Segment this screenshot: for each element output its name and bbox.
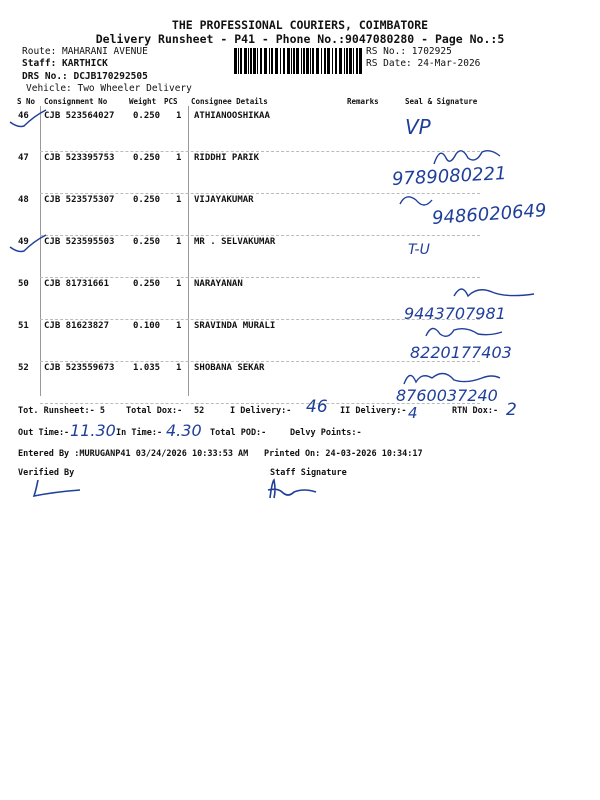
row-separator xyxy=(40,277,480,278)
barcode-bar xyxy=(271,48,273,74)
handwritten-note: T-U xyxy=(408,242,430,258)
row-separator xyxy=(40,235,480,236)
row-sno: 46 xyxy=(18,111,29,121)
total-dox-value: 52 xyxy=(194,406,205,416)
tick-mark-icon xyxy=(8,233,48,255)
barcode-bar xyxy=(296,48,299,74)
barcode-bar xyxy=(275,48,278,74)
barcode-bar xyxy=(339,48,342,74)
barcode-bar xyxy=(327,48,330,74)
in-time-value: 4.30 xyxy=(166,421,202,440)
row-pcs: 1 xyxy=(176,195,182,205)
row-weight: 0.250 xyxy=(133,153,161,163)
row-consignment-no: CJB 523559673 xyxy=(44,363,115,373)
i-delivery-label: I Delivery:- xyxy=(230,406,292,416)
row-sno: 51 xyxy=(18,321,29,331)
rs-date: RS Date: 24-Mar-2026 xyxy=(366,58,481,69)
tot-runsheet: Tot. Runsheet:- 5 xyxy=(18,406,105,416)
barcode-bar xyxy=(283,48,285,74)
row-pcs: 1 xyxy=(176,279,182,289)
row-consignee: SHOBANA SEKAR xyxy=(194,363,265,373)
row-separator xyxy=(40,151,480,152)
row-pcs: 1 xyxy=(176,363,182,373)
row-weight: 0.250 xyxy=(133,195,161,205)
barcode-bar xyxy=(359,48,362,74)
barcode-bar xyxy=(346,48,348,74)
row-pcs: 1 xyxy=(176,237,182,247)
barcode-bar xyxy=(291,48,292,74)
col-seal: Seal & Signature xyxy=(405,97,478,106)
company-name: THE PROFESSIONAL COURIERS, COIMBATORE xyxy=(171,18,429,32)
barcode-bar xyxy=(269,48,270,74)
barcode-bar xyxy=(264,48,267,74)
tick-mark-icon xyxy=(8,108,48,130)
barcode-bar xyxy=(250,48,252,74)
row-weight: 1.035 xyxy=(133,363,161,373)
barcode-bar xyxy=(316,48,319,74)
delvy-points-label: Delvy Points:- xyxy=(290,428,362,438)
barcode-bar xyxy=(310,48,311,74)
barcode-bar xyxy=(287,48,290,74)
barcode-bar xyxy=(356,48,358,74)
staff-signature-label: Staff Signature xyxy=(270,468,347,478)
barcode-bar xyxy=(344,48,345,74)
route: Route: MAHARANI AVENUE xyxy=(22,46,148,57)
ii-delivery-label: II Delivery:- xyxy=(340,406,407,416)
col-pcs: PCS xyxy=(164,97,178,106)
barcode-bar xyxy=(312,48,314,74)
barcode-bar xyxy=(244,48,247,74)
row-weight: 0.250 xyxy=(133,111,161,121)
barcode-bar xyxy=(257,48,258,74)
staff: Staff: KARTHICK xyxy=(22,58,108,69)
barcode-bar xyxy=(303,48,305,74)
runsheet-title: Delivery Runsheet - P41 - Phone No.:9047080280 - Page No.:5 xyxy=(95,32,505,46)
handwritten-phone: 8220177403 xyxy=(410,343,512,362)
printed-on: Printed On: 24-03-2026 10:34:17 xyxy=(264,449,423,459)
barcode-bar xyxy=(335,48,337,74)
barcode-bar xyxy=(234,48,237,74)
handwritten-phone: 9486020649 xyxy=(431,200,548,229)
handwritten-initials: VP xyxy=(405,115,431,139)
row-consignment-no: CJB 523564027 xyxy=(44,111,115,121)
row-consignee: MR . SELVAKUMAR xyxy=(194,237,276,247)
barcode-bar xyxy=(306,48,309,74)
row-consignment-no: CJB 81731661 xyxy=(44,279,110,289)
row-weight: 0.100 xyxy=(133,321,161,331)
barcode-bar xyxy=(248,48,249,74)
row-weight: 0.250 xyxy=(133,279,161,289)
signature-scribble xyxy=(396,192,436,214)
rtn-dox-value: 2 xyxy=(506,400,517,420)
row-weight: 0.250 xyxy=(133,237,161,247)
row-consignee: VIJAYAKUMAR xyxy=(194,195,254,205)
barcode-bar xyxy=(349,48,352,74)
in-time-label: In Time:- xyxy=(116,428,163,438)
rs-no: RS No.: 1702925 xyxy=(366,46,452,57)
col-remarks: Remarks xyxy=(347,97,379,106)
signature-scribble xyxy=(424,322,504,342)
barcode-bar xyxy=(238,48,239,74)
row-consignment-no: CJB 81623827 xyxy=(44,321,110,331)
col-weight: Weight xyxy=(129,97,157,106)
col-consignment: Consignment No xyxy=(44,97,108,106)
row-consignee: SRAVINDA MURALI xyxy=(194,321,276,331)
row-sno: 48 xyxy=(18,195,29,205)
drs-no: DRS No.: DCJB170292505 xyxy=(22,71,148,82)
vehicle: Vehicle: Two Wheeler Delivery xyxy=(26,83,192,94)
barcode-bar xyxy=(321,48,322,74)
barcode xyxy=(234,48,362,74)
total-dox-label: Total Dox:- xyxy=(126,406,183,416)
signature-scribble xyxy=(452,282,536,302)
col-divider xyxy=(188,106,189,396)
handwritten-phone: 9443707981 xyxy=(404,304,506,323)
out-time-value: 11.30 xyxy=(70,421,116,440)
out-time-label: Out Time:- xyxy=(18,428,70,438)
barcode-bar xyxy=(240,48,242,74)
total-pod-label: Total POD:- xyxy=(210,428,267,438)
barcode-bar xyxy=(253,48,256,74)
barcode-bar xyxy=(293,48,295,74)
col-sno: S No xyxy=(17,97,36,106)
ii-delivery-value: 4 xyxy=(408,404,418,422)
row-sno: 50 xyxy=(18,279,29,289)
rtn-dox-label: RTN Dox:- xyxy=(452,406,499,416)
barcode-bar xyxy=(280,48,281,74)
row-sno: 52 xyxy=(18,363,29,373)
row-sno: 49 xyxy=(18,237,29,247)
staff-signature-mark xyxy=(264,478,320,500)
barcode-bar xyxy=(353,48,354,74)
row-consignee: RIDDHI PARIK xyxy=(194,153,260,163)
barcode-bar xyxy=(332,48,333,74)
handwritten-phone: 8760037240 xyxy=(396,386,498,405)
row-sno: 47 xyxy=(18,153,29,163)
verified-by-label: Verified By xyxy=(18,468,75,478)
barcode-bar xyxy=(324,48,326,74)
entered-by: Entered By :MURUGANP41 03/24/2026 10:33:53 AM xyxy=(18,449,249,459)
barcode-bar xyxy=(301,48,302,74)
row-pcs: 1 xyxy=(176,153,182,163)
row-consignment-no: CJB 523595503 xyxy=(44,237,115,247)
signature-scribble xyxy=(402,366,502,388)
row-pcs: 1 xyxy=(176,111,182,121)
i-delivery-value: 46 xyxy=(306,397,328,417)
row-pcs: 1 xyxy=(176,321,182,331)
col-consignee: Consignee Details xyxy=(191,97,268,106)
row-consignment-no: CJB 523395753 xyxy=(44,153,115,163)
row-consignment-no: CJB 523575307 xyxy=(44,195,115,205)
barcode-bar xyxy=(260,48,262,74)
verified-signature xyxy=(30,478,84,498)
row-consignee: ATHIANOOSHIKAA xyxy=(194,111,270,121)
handwritten-phone: 9789080221 xyxy=(391,163,508,190)
row-consignee: NARAYANAN xyxy=(194,279,243,289)
